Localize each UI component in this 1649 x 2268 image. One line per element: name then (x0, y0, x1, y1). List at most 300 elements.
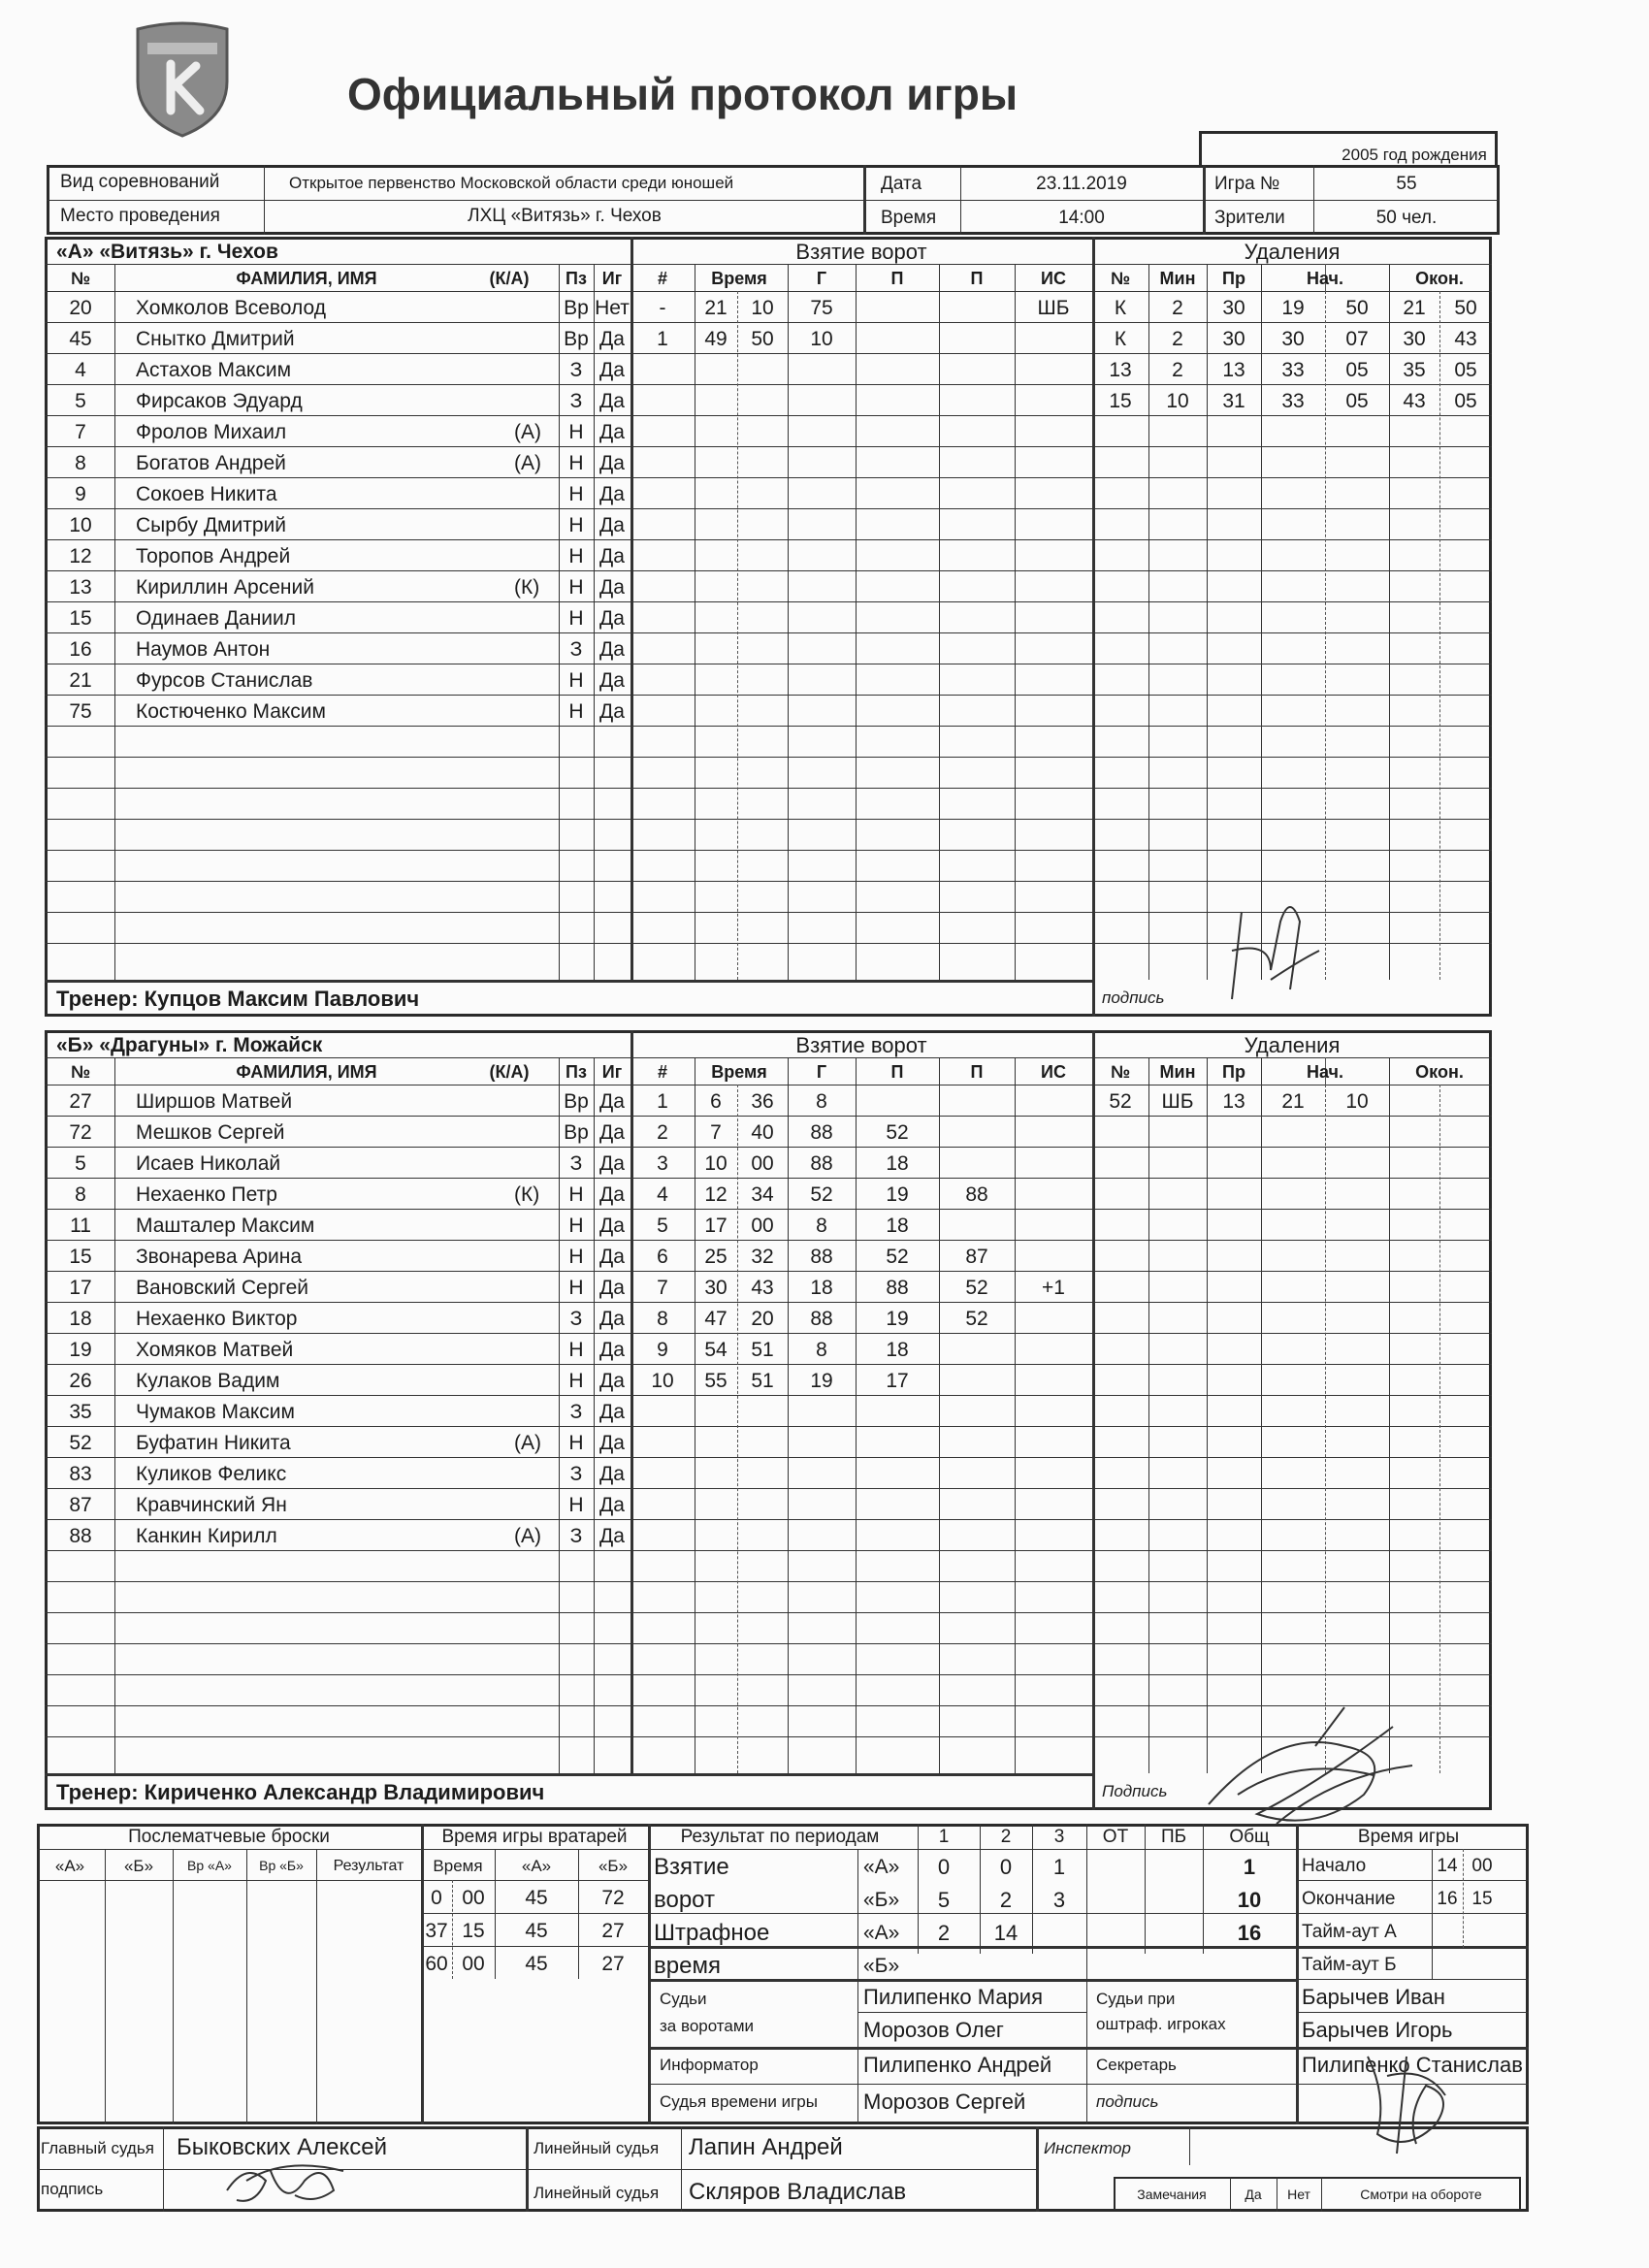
col-name: ФАМИЛИЯ, ИМЯ (236, 269, 377, 288)
player-number: 52 (69, 1432, 92, 1454)
penalty-player: К (1114, 328, 1127, 350)
goal-number: - (659, 297, 666, 319)
grid-line (45, 446, 1092, 447)
goal-assist-1: 52 (886, 1121, 909, 1144)
col-pr: Пр (1222, 269, 1245, 288)
period-col-3: 3 (1053, 1827, 1065, 1847)
grid-line (45, 632, 1092, 633)
goal-scorer: 88 (810, 1308, 833, 1330)
so-col-b: «Б» (123, 1857, 154, 1875)
grid-line (788, 1057, 789, 1773)
goal-minute: 25 (704, 1246, 728, 1268)
grid-line (45, 1057, 1492, 1058)
goal-second: 00 (751, 1152, 774, 1175)
player-position: Вр (564, 328, 589, 350)
goal-scorer: 52 (810, 1183, 833, 1206)
grid-line (1092, 353, 1492, 354)
game-no-label: Игра № (1214, 174, 1280, 194)
pim-label-2: время (654, 1953, 721, 1979)
grid-line (45, 1395, 1092, 1396)
goal-judges-label-1: Судьи (660, 1990, 707, 2008)
goal-scorer: 88 (810, 1121, 833, 1144)
goal-number: 4 (657, 1183, 668, 1206)
goal-second: 00 (751, 1215, 774, 1237)
player-played: Да (599, 1525, 625, 1547)
end-label: Окончание (1302, 1889, 1396, 1909)
end-hour: 16 (1437, 1889, 1458, 1909)
signature-referee (217, 2152, 353, 2212)
spectators-value: 50 чел. (1375, 208, 1438, 228)
goal-assist-2: 87 (965, 1246, 988, 1268)
col-pen-no: № (1110, 269, 1131, 288)
player-played: Да (599, 638, 625, 661)
grid-line (1092, 726, 1492, 727)
remarks-label: Замечания (1137, 2187, 1207, 2202)
periods-heading: Результат по периодам (680, 1827, 880, 1847)
goal-assist-1: 18 (886, 1339, 909, 1361)
goal-assist-2: 88 (965, 1183, 988, 1206)
player-position: Н (568, 1215, 584, 1237)
player-number: 4 (75, 359, 86, 381)
linesman-2: Скляров Владислав (689, 2179, 907, 2205)
grid-line (1148, 264, 1149, 980)
grid-line (1092, 237, 1095, 1017)
grid-line (559, 1057, 560, 1773)
grid-line (45, 1581, 1092, 1582)
player-number: 19 (69, 1339, 92, 1361)
player-name: Кулаков Вадим (136, 1370, 280, 1392)
grid-line (45, 1209, 1092, 1210)
player-played: Да (599, 1246, 625, 1268)
goal-judge-1: Пилипенко Мария (863, 1985, 1043, 2009)
col-min: Мин (1159, 269, 1196, 288)
grid-line (1092, 632, 1492, 633)
goal-situation: +1 (1042, 1277, 1065, 1299)
grid-line (939, 264, 940, 980)
col-time: Время (711, 1062, 767, 1082)
date-label: Дата (881, 174, 922, 194)
goal-scorer: 88 (810, 1152, 833, 1175)
col-p1: П (890, 1062, 904, 1082)
team-title: «А» «Витязь» г. Чехов (56, 241, 278, 263)
gk-row-second: 15 (462, 1920, 485, 1942)
player-position: З (569, 1308, 583, 1330)
grid-line (1092, 850, 1492, 851)
signature-team-a (1212, 883, 1339, 1009)
referee-label: Главный судья (41, 2139, 154, 2157)
player-number: 20 (69, 297, 92, 319)
player-played: Да (599, 1339, 625, 1361)
goals-heading: Взятие ворот (795, 1033, 927, 1057)
informer-name: Пилипенко Андрей (863, 2053, 1052, 2077)
goal-scorer: 10 (810, 328, 833, 350)
goal-second: 40 (751, 1121, 774, 1144)
player-name: Вановский Сергей (136, 1277, 308, 1299)
col-p1: П (890, 269, 904, 288)
goal-minute: 30 (704, 1277, 728, 1299)
start-label: Начало (1302, 1856, 1367, 1876)
grid-line (45, 1773, 1092, 1776)
grid-line (45, 1147, 1092, 1148)
player-played: Да (599, 483, 625, 505)
penbox-label-2: оштраф. игроках (1096, 2015, 1226, 2033)
player-name: Куликов Феликс (136, 1463, 287, 1485)
player-played: Да (599, 328, 625, 350)
grid-line (1092, 570, 1492, 571)
player-number: 11 (70, 1215, 91, 1237)
penalty-start-minute: 33 (1281, 390, 1305, 412)
grid-line (1092, 819, 1492, 820)
grid-line (1092, 477, 1492, 478)
player-played: Да (599, 669, 625, 692)
player-name: Чумаков Максим (136, 1401, 295, 1423)
player-played: Да (599, 390, 625, 412)
goal-scorer: 19 (810, 1370, 833, 1392)
date-value: 23.11.2019 (1036, 174, 1127, 194)
goal-scorer: 88 (810, 1246, 833, 1268)
grid-line (1207, 1057, 1208, 1773)
player-number: 75 (69, 700, 92, 723)
player-number: 27 (69, 1090, 92, 1113)
grid-line (1092, 1426, 1492, 1427)
penalty-start-second: 05 (1345, 390, 1369, 412)
goal-number: 3 (657, 1152, 668, 1175)
grid-line (45, 850, 1092, 851)
player-position: З (569, 1525, 583, 1547)
coach-name: Тренер: Купцов Максим Павлович (56, 987, 420, 1011)
grid-line (1092, 1116, 1492, 1117)
so-col-gk-a: Вр «А» (187, 1858, 232, 1873)
player-number: 13 (69, 576, 92, 599)
col-g: Г (816, 269, 827, 288)
player-number: 8 (75, 452, 86, 474)
col-ka: (К/А) (489, 1062, 530, 1082)
col-pos: Пз (566, 269, 587, 288)
league-logo (132, 21, 233, 138)
period-col-pb: ПБ (1160, 1827, 1187, 1847)
grid-line (1092, 695, 1492, 696)
player-position: Н (568, 1277, 584, 1299)
grid-line (114, 1057, 115, 1773)
col-ig: Иг (601, 1062, 623, 1082)
col-pen-no: № (1110, 1062, 1131, 1082)
coach-name: Тренер: Кириченко Александр Владимирович (56, 1780, 545, 1804)
goal-scorer: 8 (816, 1215, 827, 1237)
venue-label: Место проведения (60, 206, 220, 226)
player-name: Кравчинский Ян (136, 1494, 287, 1516)
goal-second: 10 (751, 297, 774, 319)
goal-minute: 7 (710, 1121, 722, 1144)
grid-line (45, 322, 1092, 323)
player-played: Да (599, 452, 625, 474)
player-played: Нет (595, 297, 630, 319)
competition-label: Вид соревнований (60, 172, 220, 192)
goal-number: 2 (657, 1121, 668, 1144)
goal-second: 43 (751, 1277, 774, 1299)
goal-minute: 21 (704, 297, 728, 319)
player-position: Вр (564, 1090, 589, 1113)
penalty-end-minute: 30 (1403, 328, 1426, 350)
team-a-tag: «А» (863, 1922, 900, 1944)
penalties-heading: Удаления (1244, 1033, 1341, 1057)
grid-line (1092, 1030, 1095, 1810)
player-role: (А) (514, 452, 541, 474)
goals-label-1: Взятие (654, 1854, 729, 1880)
goal-minute: 12 (704, 1183, 728, 1206)
timekeeper-name: Морозов Сергей (863, 2090, 1026, 2114)
player-number: 15 (69, 1246, 92, 1268)
grid-line (1015, 1057, 1016, 1773)
grid-line (45, 1488, 1092, 1489)
player-played: Да (599, 1432, 625, 1454)
player-name: Фурсов Станислав (136, 669, 313, 692)
period-pim-a: 2 (937, 1921, 951, 1945)
goal-scorer: 8 (816, 1339, 827, 1361)
goal-minute: 54 (704, 1339, 728, 1361)
penalty-player: К (1114, 297, 1127, 319)
period-goals-a: 1 (1052, 1855, 1066, 1879)
period-goals-b: 5 (937, 1888, 951, 1912)
goal-scorer: 18 (810, 1277, 833, 1299)
penalty-player: 13 (1109, 359, 1132, 381)
grid-line (45, 539, 1092, 540)
player-role: (К) (514, 576, 540, 599)
player-role: (А) (514, 421, 541, 443)
goal-assist-1: 19 (886, 1308, 909, 1330)
col-no: № (70, 269, 91, 288)
page-title: Официальный протокол игры (347, 69, 1018, 119)
player-position: Н (568, 700, 584, 723)
grid-line (1389, 1057, 1390, 1773)
col-time: Время (711, 269, 767, 288)
grid-line (1092, 1488, 1492, 1489)
goal-minute: 49 (704, 328, 728, 350)
gk-row-minute: 37 (425, 1920, 448, 1942)
gk-row-b: 27 (601, 1920, 625, 1942)
player-played: Да (599, 1121, 625, 1144)
grid-line (45, 384, 1092, 385)
player-name: Сырбу Дмитрий (136, 514, 286, 536)
player-number: 83 (69, 1463, 92, 1485)
grid-line (1092, 1643, 1492, 1644)
timeout-a-label: Тайм-аут А (1302, 1922, 1397, 1942)
period-goals-b: 3 (1052, 1888, 1066, 1912)
grid-line (1092, 1395, 1492, 1396)
player-number: 8 (75, 1183, 86, 1206)
gk-col-time: Время (433, 1857, 483, 1875)
penalty-minutes: ШБ (1161, 1090, 1194, 1113)
gk-row-second: 00 (462, 1953, 485, 1975)
gk-row-minute: 0 (431, 1887, 442, 1909)
grid-line (1092, 384, 1492, 385)
penalty-minutes: 10 (1166, 390, 1189, 412)
end-minute: 15 (1471, 1889, 1493, 1909)
player-name: Исаев Николай (136, 1152, 281, 1175)
period-col-2: 2 (1000, 1827, 1012, 1847)
grid-line (737, 291, 738, 980)
gk-row-a: 45 (525, 1920, 548, 1942)
grid-line (45, 912, 1092, 913)
goal-second: 36 (751, 1090, 774, 1113)
goal-second: 20 (751, 1308, 774, 1330)
goal-judges-label-2: за воротами (660, 2017, 755, 2035)
player-name: Одинаев Даниил (136, 607, 297, 630)
player-name: Сокоев Никита (136, 483, 277, 505)
penalty-end-second: 05 (1454, 359, 1477, 381)
player-number: 35 (69, 1401, 92, 1423)
grid-line (1092, 415, 1492, 416)
player-name: Хомяков Матвей (136, 1339, 294, 1361)
grid-line (1092, 601, 1492, 602)
grid-line (45, 1612, 1092, 1613)
player-played: Да (599, 1401, 625, 1423)
penbox-label-1: Судьи при (1096, 1990, 1176, 2008)
goal-number: 10 (651, 1370, 674, 1392)
grid-line (1439, 1085, 1440, 1773)
goal-scorer: 8 (816, 1090, 827, 1113)
player-role: (А) (514, 1432, 541, 1454)
player-played: Да (599, 700, 625, 723)
linesman-label: Линейный судья (534, 2139, 660, 2157)
time-value: 14:00 (1058, 208, 1105, 228)
player-number: 87 (69, 1494, 92, 1516)
penalty-end-second: 43 (1454, 328, 1477, 350)
grid-line (1092, 1302, 1492, 1303)
grid-line (45, 1240, 1092, 1241)
grid-line (45, 1519, 1092, 1520)
grid-line (45, 819, 1092, 820)
player-number: 10 (69, 514, 92, 536)
remarks-no: Нет (1287, 2187, 1310, 2202)
grid-line (45, 881, 1092, 882)
player-position: Н (568, 607, 584, 630)
goal-assist-1: 19 (886, 1183, 909, 1206)
player-position: З (569, 1401, 583, 1423)
goal-assist-1: 18 (886, 1152, 909, 1175)
player-played: Да (599, 545, 625, 567)
goal-number: 6 (657, 1246, 668, 1268)
goal-minute: 47 (704, 1308, 728, 1330)
start-minute: 00 (1471, 1856, 1493, 1876)
penalty-reason: 30 (1222, 297, 1245, 319)
player-number: 7 (75, 421, 86, 443)
player-number: 18 (69, 1308, 92, 1330)
grid-line (1092, 1612, 1492, 1613)
col-hash: # (657, 1062, 668, 1082)
penalty-start-minute: 21 (1281, 1090, 1305, 1113)
grid-line (1439, 291, 1440, 980)
grid-line (1092, 1209, 1492, 1210)
penalty-reason: 31 (1222, 390, 1245, 412)
grid-line (939, 1057, 940, 1773)
grid-line (45, 1302, 1092, 1303)
player-name: Нехаенко Петр (136, 1183, 277, 1206)
player-number: 21 (69, 669, 92, 692)
player-name: Звонарева Арина (136, 1246, 303, 1268)
grid-line (45, 1178, 1092, 1179)
gk-col-a: «А» (521, 1857, 552, 1875)
player-number: 9 (75, 483, 86, 505)
grid-line (1092, 757, 1492, 758)
grid-line (45, 1271, 1092, 1272)
grid-line (45, 695, 1092, 696)
col-is: ИС (1041, 1062, 1066, 1082)
grid-line (45, 1426, 1092, 1427)
goal-assist-1: 17 (886, 1370, 909, 1392)
penalty-start-second: 07 (1345, 328, 1369, 350)
grid-line (1389, 264, 1390, 980)
penalty-minutes: 2 (1172, 359, 1183, 381)
player-name: Мешков Сергей (136, 1121, 285, 1144)
grid-line (1092, 1550, 1492, 1551)
player-name: Снытко Дмитрий (136, 328, 295, 350)
goal-second: 50 (751, 328, 774, 350)
goal-second: 51 (751, 1370, 774, 1392)
player-played: Да (599, 421, 625, 443)
period-goals-b: 2 (999, 1888, 1013, 1912)
player-played: Да (599, 1090, 625, 1113)
player-name: Кириллин Арсений (136, 576, 314, 599)
player-position: Вр (564, 297, 589, 319)
penalty-end-minute: 21 (1403, 297, 1426, 319)
penalty-reason: 13 (1222, 359, 1245, 381)
grid-line (559, 264, 560, 980)
secretary-name: Пилипенко Станислав (1302, 2053, 1523, 2077)
grid-line (114, 264, 115, 980)
player-name: Канкин Кирилл (136, 1525, 277, 1547)
penalty-start-minute: 33 (1281, 359, 1305, 381)
period-goals-a: 0 (999, 1855, 1013, 1879)
so-col-a: «А» (54, 1857, 85, 1875)
gk-row-minute: 60 (425, 1953, 448, 1975)
goal-number: 9 (657, 1339, 668, 1361)
grid-line (1092, 539, 1492, 540)
player-role: (К) (514, 1183, 540, 1206)
player-position: З (569, 1152, 583, 1175)
team-title: «Б» «Драгуны» г. Можайск (56, 1034, 323, 1056)
player-number: 12 (69, 545, 92, 567)
penalties-heading: Удаления (1244, 240, 1341, 264)
goal-scorer: 75 (810, 297, 833, 319)
penalty-start-second: 10 (1345, 1090, 1369, 1113)
col-min: Мин (1159, 1062, 1196, 1082)
grid-line (45, 570, 1092, 571)
player-position: Н (568, 483, 584, 505)
grid-line (45, 1333, 1092, 1334)
player-name: Костюченко Максим (136, 700, 326, 723)
goal-number: 8 (657, 1308, 668, 1330)
period-col-total: Общ (1229, 1827, 1270, 1847)
player-name: Фролов Михаил (136, 421, 287, 443)
goal-number: 7 (657, 1277, 668, 1299)
gk-col-b: «Б» (598, 1857, 629, 1875)
time-label: Время (881, 208, 937, 228)
grid-line (1207, 264, 1208, 980)
grid-line (1015, 264, 1016, 980)
grid-line (594, 264, 595, 980)
team-b-tag: «Б» (863, 1955, 900, 1977)
player-name: Богатов Андрей (136, 452, 286, 474)
timekeeper-label: Судья времени игры (660, 2092, 818, 2111)
grid-line (594, 1057, 595, 1773)
player-number: 15 (69, 607, 92, 630)
player-position: Н (568, 1494, 584, 1516)
grid-line (45, 508, 1092, 509)
player-position: Н (568, 1339, 584, 1361)
grid-line (1092, 1333, 1492, 1334)
goal-assist-1: 18 (886, 1215, 909, 1237)
so-col-gk-b: Вр «Б» (259, 1858, 304, 1873)
